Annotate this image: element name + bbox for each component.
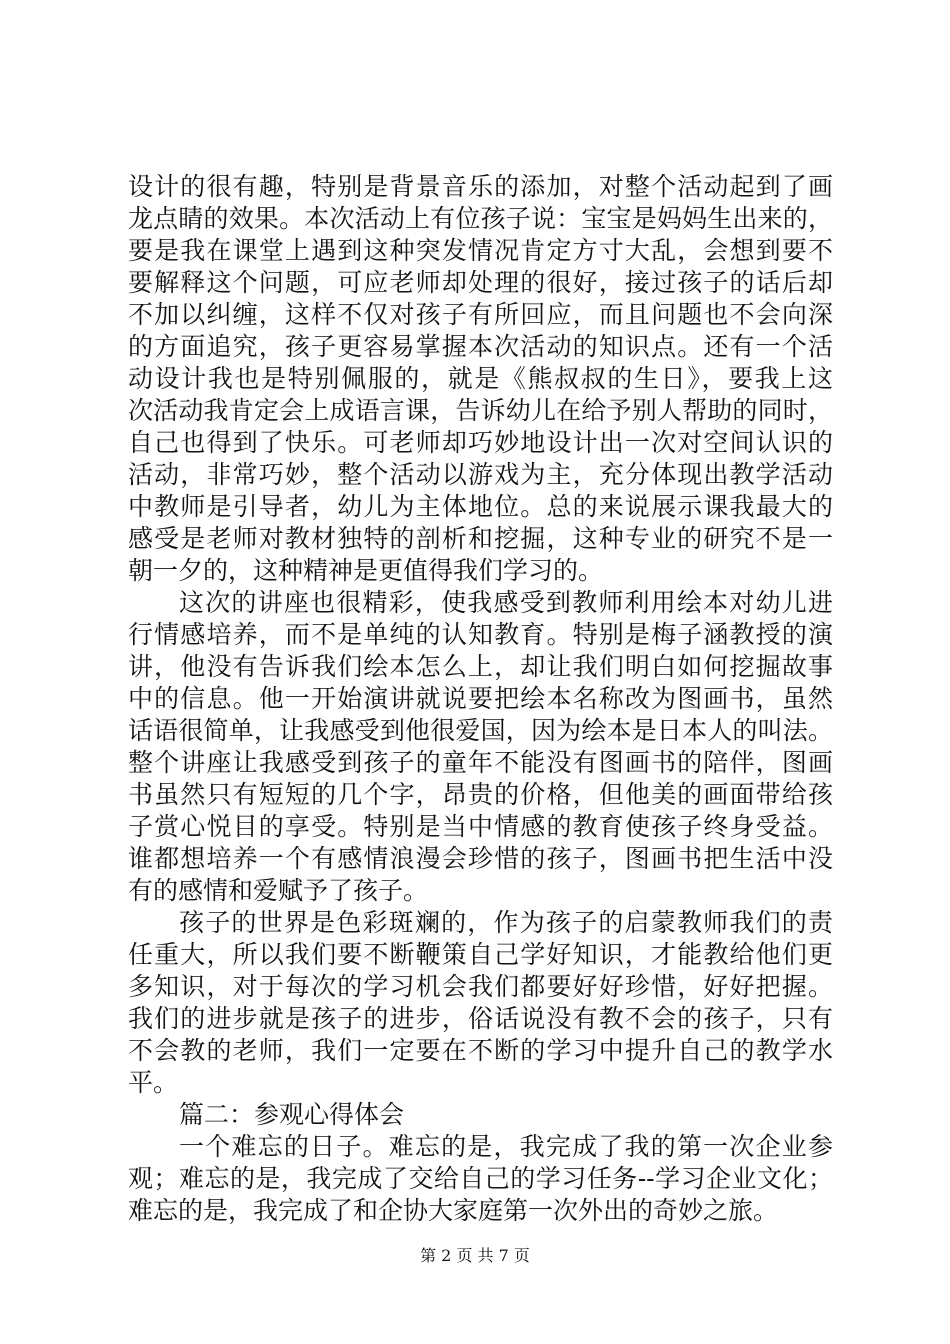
text-line: 观；难忘的是，我完成了交给自己的学习任务--学习企业文化； xyxy=(128,1164,833,1193)
text-line: 多知识，对于每次的学习机会我们都要好好珍惜，好好把握。 xyxy=(128,972,833,1001)
text-line: 有的感情和爱赋予了孩子。 xyxy=(128,876,429,905)
text-line: 整个讲座让我感受到孩子的童年不能没有图画书的陪伴，图画 xyxy=(128,748,833,777)
text-line: 中教师是引导者，幼儿为主体地位。总的来说展示课我最大的 xyxy=(128,492,833,521)
text-line: 我们的进步就是孩子的进步，俗话说没有教不会的孩子，只有 xyxy=(128,1004,833,1033)
text-line: 难忘的是，我完成了和企协大家庭第一次外出的奇妙之旅。 xyxy=(128,1196,779,1225)
text-line: 朝一夕的，这种精神是更值得我们学习的。 xyxy=(128,556,604,585)
text-line: 一个难忘的日子。难忘的是，我完成了我的第一次企业参 xyxy=(179,1132,833,1161)
text-line: 谁都想培养一个有感情浪漫会珍惜的孩子，图画书把生活中没 xyxy=(128,844,833,873)
text-line: 孩子的世界是色彩斑斓的，作为孩子的启蒙教师我们的责 xyxy=(179,908,833,937)
text-line: 要是我在课堂上遇到这种突发情况肯定方寸大乱，会想到要不 xyxy=(128,236,833,265)
text-line: 自己也得到了快乐。可老师却巧妙地设计出一次对空间认识的 xyxy=(128,428,833,457)
text-line: 不会教的老师，我们一定要在不断的学习中提升自己的教学水 xyxy=(128,1036,833,1065)
text-line: 讲，他没有告诉我们绘本怎么上，却让我们明白如何挖掘故事 xyxy=(128,652,833,681)
text-line: 活动，非常巧妙，整个活动以游戏为主，充分体现出教学活动 xyxy=(128,460,833,489)
text-line: 话语很简单，让我感受到他很爱国，因为绘本是日本人的叫法。 xyxy=(128,716,833,745)
text-line: 的方面追究，孩子更容易掌握本次活动的知识点。还有一个活 xyxy=(128,332,833,361)
text-line: 平。 xyxy=(128,1068,179,1097)
text-line: 感受是老师对教材独特的剖析和挖掘，这种专业的研究不是一 xyxy=(128,524,833,553)
text-line: 中的信息。他一开始演讲就说要把绘本名称改为图画书，虽然 xyxy=(128,684,833,713)
text-line: 次活动我肯定会上成语言课，告诉幼儿在给予别人帮助的同时， xyxy=(128,396,833,425)
body-text xyxy=(128,171,833,1227)
text-line: 行情感培养，而不是单纯的认知教育。特别是梅子涵教授的演 xyxy=(128,620,833,649)
text-line: 子赏心悦目的享受。特别是当中情感的教育使孩子终身受益。 xyxy=(128,812,833,841)
text-line: 设计的很有趣，特别是背景音乐的添加，对整个活动起到了画 xyxy=(128,172,833,201)
page-footer: 第 2 页 共 7 页 xyxy=(420,1246,530,1265)
text-line: 龙点睛的效果。本次活动上有位孩子说：宝宝是妈妈生出来的， xyxy=(128,204,833,233)
text-line: 任重大，所以我们要不断鞭策自己学好知识，才能教给他们更 xyxy=(128,940,833,969)
text-line: 不加以纠缠，这样不仅对孩子有所回应，而且问题也不会向深 xyxy=(128,300,833,329)
text-line: 要解释这个问题，可应老师却处理的很好，接过孩子的话后却 xyxy=(128,268,833,297)
text-line: 篇二：参观心得体会 xyxy=(179,1100,405,1129)
text-line: 动设计我也是特别佩服的，就是《熊叔叔的生日》，要我上这 xyxy=(128,364,833,393)
text-line: 这次的讲座也很精彩，使我感受到教师利用绘本对幼儿进 xyxy=(179,588,833,617)
text-line: 书虽然只有短短的几个字，昂贵的价格，但他美的画面带给孩 xyxy=(128,780,833,809)
